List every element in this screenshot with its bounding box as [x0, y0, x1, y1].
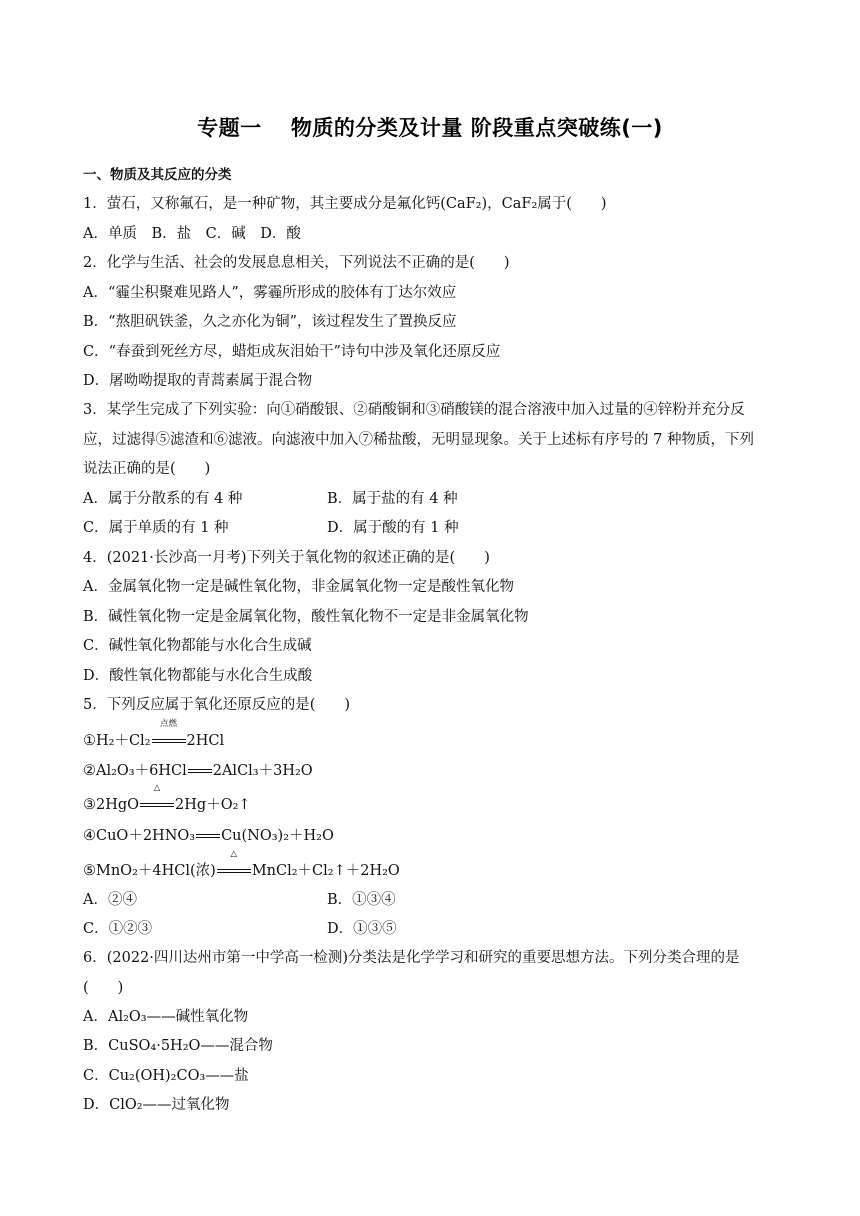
question-5-stem: 5．下列反应属于氧化还原反应的是( ) [83, 697, 351, 713]
question-5-option-b: B．①③④ [327, 892, 396, 908]
question-6-stem-line1: 6．(2022·四川达州市第一中学高一检测)分类法是化学学习和研究的重要思想方法。下列分类合理的是 [83, 950, 740, 966]
reaction-2-products: 2AlCl₃＋3H₂O [212, 763, 313, 779]
question-3-option-b: B．属于盐的有 4 种 [327, 491, 458, 507]
reaction-3 [83, 783, 251, 815]
section-heading: 一、物质及其反应的分类 [83, 167, 232, 183]
question-6-stem-line2: ( ) [83, 980, 124, 996]
question-6-option-d: D．ClO₂——过氧化物 [83, 1097, 230, 1113]
question-3-option-d: D．属于酸的有 1 种 [327, 520, 459, 536]
question-3-option-c: C．属于单质的有 1 种 [83, 520, 229, 536]
reaction-5-reactants: ⑤MnO₂＋4HCl(浓) [83, 863, 216, 879]
reaction-4-products: Cu(NO₃)₂＋H₂O [221, 828, 334, 844]
question-2-option-b: B．“熬胆矾铁釜，久之亦化为铜”，该过程发生了置换反应 [83, 314, 457, 330]
reaction-2-reactants: ②Al₂O₃＋6HCl [83, 763, 187, 779]
question-3-option-a: A．属于分散系的有 4 种 [83, 491, 243, 507]
reaction-1 [83, 719, 225, 751]
question-4-option-d: D．酸性氧化物都能与水化合生成酸 [83, 668, 313, 684]
question-5-option-d: D．①③⑤ [327, 921, 397, 937]
reaction-4 [83, 826, 334, 846]
question-4-stem: 4．(2021·长沙高一月考)下列关于氧化物的叙述正确的是( ) [83, 550, 490, 566]
question-6-option-a: A．Al₂O₃——碱性氧化物 [83, 1009, 249, 1025]
question-3-stem-line1: 3．某学生完成了下列实验：向①硝酸银、②硝酸铜和③硝酸镁的混合溶液中加入过量的④锌粉并充分反 [83, 402, 745, 418]
reaction-3-reactants: ③2HgO [83, 797, 140, 813]
question-2-option-a: A．“霾尘积聚难见路人”，雾霾所形成的胶体有丁达尔效应 [83, 285, 457, 301]
question-6-option-b: B．CuSO₄·5H₂O——混合物 [83, 1038, 273, 1054]
reaction-1-equals [151, 719, 187, 751]
question-2-option-c: C．“春蚕到死丝方尽，蜡炬成灰泪始干”诗句中涉及氧化还原反应 [83, 344, 501, 360]
question-3-stem-line3: 说法正确的是( ) [83, 461, 211, 477]
page-title: 专题一 物质的分类及计量 阶段重点突破练(一) [197, 116, 663, 140]
question-3-stem-line2: 应，过滤得⑤滤渣和⑥滤液。向滤液中加入⑦稀盐酸，无明显现象。关于上述标有序号的 7 种物质，下列 [83, 432, 754, 448]
question-4-option-c: C．碱性氧化物都能与水化合生成碱 [83, 638, 312, 654]
question-1-options: A．单质 B．盐 C．碱 D．酸 [83, 226, 301, 242]
reaction-3-condition: △ [153, 783, 161, 793]
reaction-2 [83, 761, 313, 781]
question-2-option-d: D．屠呦呦提取的青蒿素属于混合物 [83, 373, 313, 389]
reaction-4-equals [195, 826, 221, 846]
reaction-5-condition: △ [230, 849, 238, 859]
reaction-1-condition: 点燃 [160, 719, 178, 729]
reaction-4-reactants: ④CuO＋2HNO₃ [83, 828, 196, 844]
question-5-option-c: C．①②③ [83, 921, 153, 937]
question-6-option-c: C．Cu₂(OH)₂CO₃——盐 [83, 1068, 249, 1084]
reaction-1-products: 2HCl [186, 733, 225, 749]
reaction-1-reactants: ①H₂＋Cl₂ [83, 733, 151, 749]
reaction-5-equals [216, 849, 252, 881]
question-2-stem: 2．化学与生活、社会的发展息息相关，下列说法不正确的是( ) [83, 255, 510, 271]
question-4-option-b: B．碱性氧化物一定是金属氧化物，酸性氧化物不一定是非金属氧化物 [83, 609, 529, 625]
question-1-stem: 1．萤石，又称氟石，是一种矿物，其主要成分是氟化钙(CaF₂)，CaF₂属于( ) [83, 196, 607, 212]
reaction-3-products: 2Hg＋O₂↑ [175, 797, 251, 813]
reaction-5-products: MnCl₂＋Cl₂↑＋2H₂O [251, 863, 400, 879]
question-5-option-a: A．②④ [83, 892, 137, 908]
question-4-option-a: A．金属氧化物一定是碱性氧化物，非金属氧化物一定是酸性氧化物 [83, 579, 514, 595]
reaction-3-equals [139, 783, 175, 815]
reaction-5 [83, 849, 400, 881]
reaction-2-equals [187, 761, 213, 781]
